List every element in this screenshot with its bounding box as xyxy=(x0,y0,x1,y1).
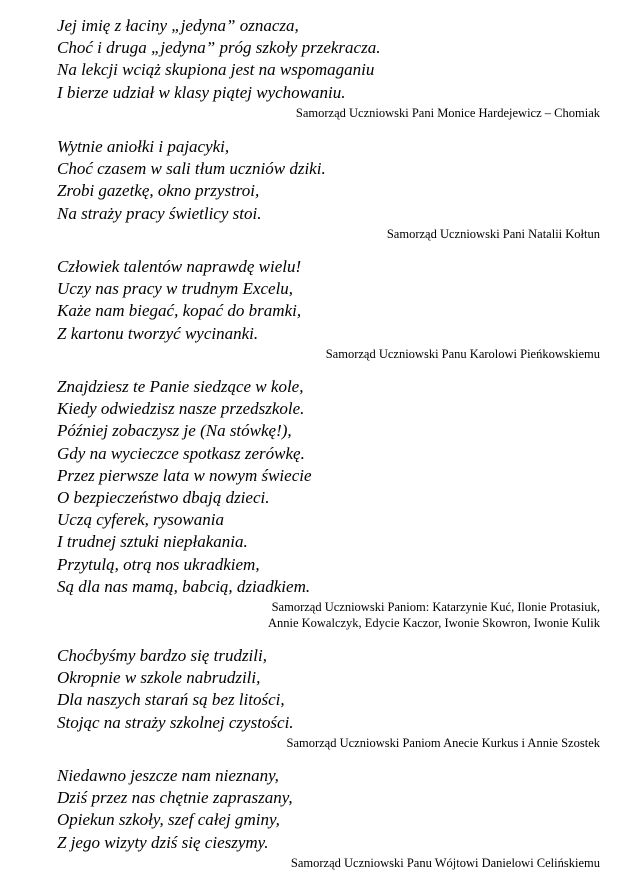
signature xyxy=(57,735,602,751)
verse-line: Uczą cyferek, rysowania xyxy=(57,510,224,530)
signature xyxy=(57,105,602,121)
verse-line: Dziś przez nas chętnie zapraszany, xyxy=(57,788,293,808)
signature-line: Samorząd Uczniowski Paniom: Katarzynie Kuć, Ilonie Protasiuk, xyxy=(271,600,600,615)
verse-line: O bezpieczeństwo dbają dzieci. xyxy=(57,488,270,508)
signature xyxy=(57,346,602,362)
verse-line: Z jego wizyty dziś się cieszymy. xyxy=(57,832,269,852)
verse-line: Wytnie aniołki i pajacyki, xyxy=(57,137,230,156)
verse-line: Znajdziesz te Panie siedzące w kole, xyxy=(57,377,304,396)
verse-line: Na straży pracy świetlicy stoi. xyxy=(57,203,262,223)
stanza-3 xyxy=(57,256,602,362)
verse-line: Dla naszych starań są bez litości, xyxy=(57,690,285,710)
verse-line: I bierze udział w klasy piątej wychowaniu. xyxy=(57,82,346,102)
verse-line: Przez pierwsze lata w nowym świecie xyxy=(57,465,312,485)
verse-line: Uczy nas pracy w trudnym Excelu, xyxy=(57,279,294,299)
verse-line: Później zobaczysz je (Na stówkę!), xyxy=(57,421,292,441)
signature-line: Annie Kowalczyk, Edycie Kaczor, Iwonie Skowron, Iwonie Kulik xyxy=(267,616,600,631)
verse xyxy=(57,645,602,734)
signature-line: Samorząd Uczniowski Paniom Anecie Kurkus i Annie Szostek xyxy=(286,735,600,750)
signature xyxy=(57,226,602,242)
verse xyxy=(57,376,602,598)
stanza-1 xyxy=(57,15,602,121)
signature xyxy=(57,599,602,631)
stanza-2 xyxy=(57,136,602,242)
verse xyxy=(57,765,602,854)
verse-line: Na lekcji wciąż skupiona jest na wspomaganiu xyxy=(57,60,375,80)
verse-line: Przytulą, otrą nos ukradkiem, xyxy=(57,554,260,574)
stanza-5 xyxy=(57,645,602,751)
verse xyxy=(57,15,602,104)
verse-line: Kiedy odwiedzisz nasze przedszkole. xyxy=(57,399,305,419)
verse xyxy=(57,136,602,225)
verse-line: Każe nam biegać, kopać do bramki, xyxy=(57,301,302,321)
verse-line: Z kartonu tworzyć wycinanki. xyxy=(57,323,259,343)
verse xyxy=(57,256,602,345)
signature xyxy=(57,855,602,871)
stanza-4 xyxy=(57,376,602,631)
verse-line: Choćbyśmy bardzo się trudzili, xyxy=(57,646,267,665)
verse-line: Opiekun szkoły, szef całej gminy, xyxy=(57,810,280,830)
verse-line: Gdy na wycieczce spotkasz zerówkę. xyxy=(57,443,305,463)
signature-line: Samorząd Uczniowski Panu Karolowi Pieńkowskiemu xyxy=(325,346,600,361)
verse-line: Są dla nas mamą, babcią, dziadkiem. xyxy=(57,576,311,596)
signature-line: Samorząd Uczniowski Pani Monice Hardejewicz – Chomiak xyxy=(295,105,600,120)
signature-line: Samorząd Uczniowski Pani Natalii Kołtun xyxy=(386,226,600,241)
verse-line: Człowiek talentów naprawdę wielu! xyxy=(57,257,302,276)
verse-line: Choć czasem w sali tłum uczniów dziki. xyxy=(57,159,326,179)
verse-line: Choć i druga „jedyna” próg szkoły przekracza. xyxy=(57,38,381,58)
verse-line: I trudnej sztuki niepłakania. xyxy=(57,532,248,552)
verse-line: Stojąc na straży szkolnej czystości. xyxy=(57,712,294,732)
stanza-6 xyxy=(57,765,602,871)
signature-line: Samorząd Uczniowski Panu Wójtowi Danielowi Celińskiemu xyxy=(290,855,600,870)
verse-line: Niedawno jeszcze nam nieznany, xyxy=(57,766,279,785)
verse-line: Jej imię z łaciny „jedyna” oznacza, xyxy=(57,16,299,35)
verse-line: Zrobi gazetkę, okno przystroi, xyxy=(57,181,260,201)
verse-line: Okropnie w szkole nabrudzili, xyxy=(57,668,261,688)
